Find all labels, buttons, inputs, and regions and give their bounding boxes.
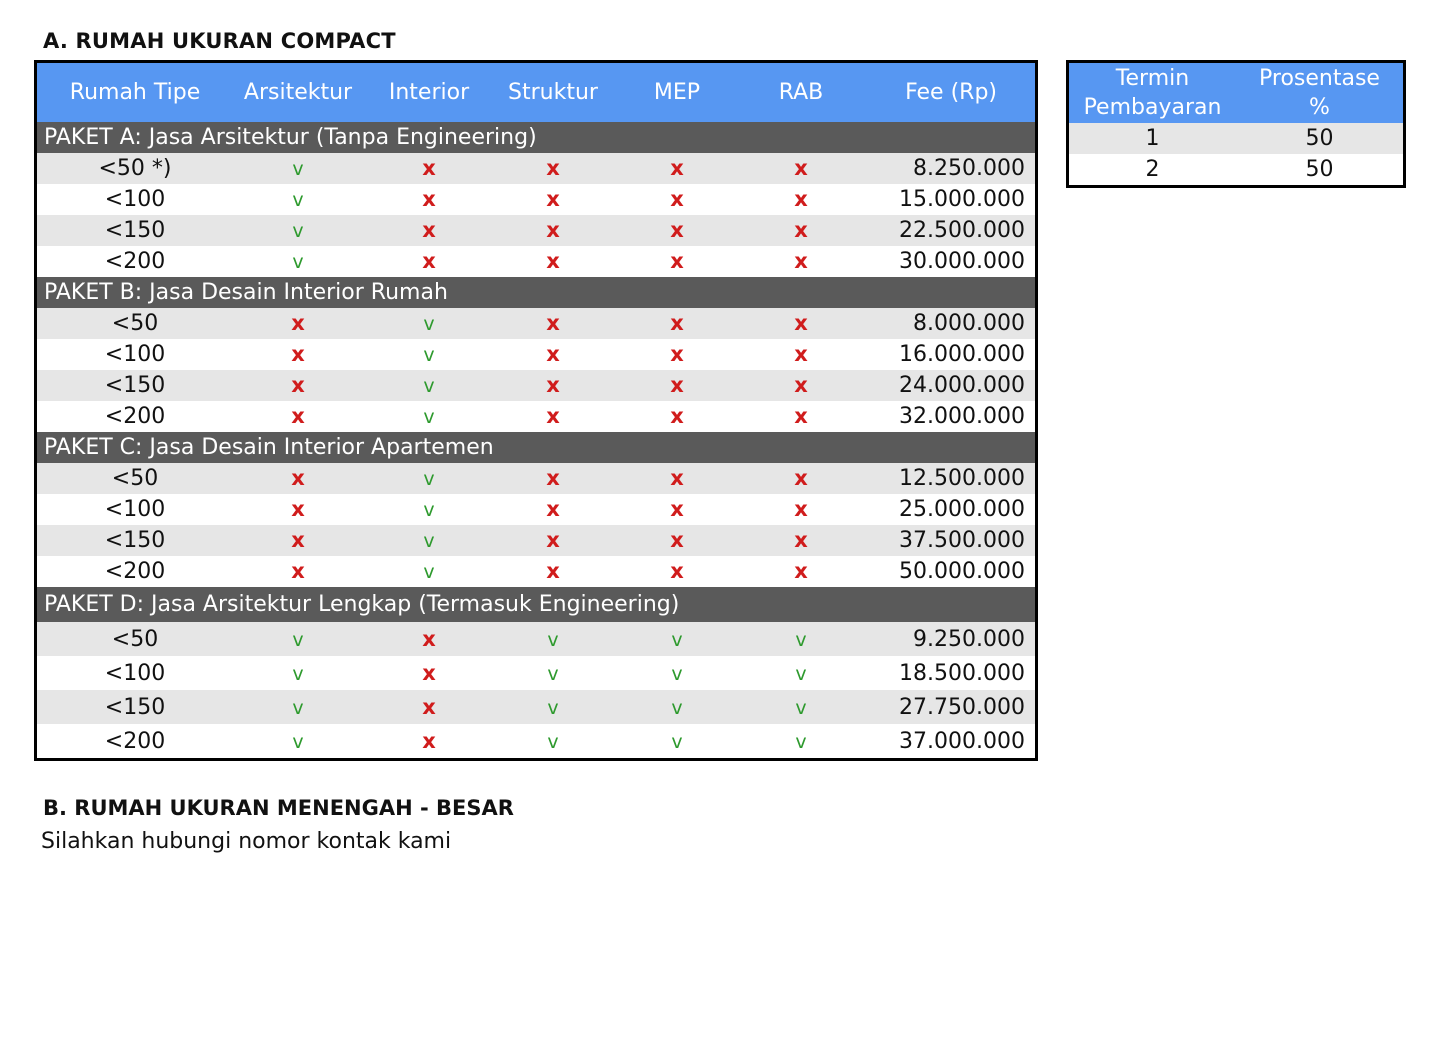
rab-cell [743,525,859,556]
cross-mark-icon: x [794,404,808,428]
mep-cell [611,339,743,370]
arsitektur-cell [233,339,363,370]
cross-mark-icon: x [291,404,305,428]
arsitektur-cell [233,246,363,277]
percentage-cell: 50 [1236,123,1403,154]
fee-cell: 37.500.000 [859,525,1035,556]
payment-terms-table-container [1066,60,1406,188]
cross-mark-icon: x [670,404,684,428]
fee-cell: 15.000.000 [859,184,1035,215]
payment-terms-table [1069,63,1403,185]
check-mark-icon: v [423,468,435,490]
check-mark-icon: v [292,662,304,685]
column-header-fee: Fee (Rp) [859,63,1035,122]
fee-cell: 9.250.000 [859,622,1035,656]
interior-cell [363,370,495,401]
arsitektur-cell [233,401,363,432]
cross-mark-icon: x [291,466,305,490]
cross-mark-icon: x [670,156,684,180]
rab-cell [743,246,859,277]
check-mark-icon: v [292,696,304,719]
package-title: PAKET A: Jasa Arsitektur (Tanpa Engineering) [37,122,1035,153]
mep-cell [611,215,743,246]
table-row [37,401,1035,432]
arsitektur-cell [233,463,363,494]
rab-cell [743,153,859,184]
package-header-row [37,587,1035,622]
interior-cell [363,339,495,370]
rab-cell [743,401,859,432]
mep-cell [611,494,743,525]
arsitektur-cell [233,153,363,184]
package-header-row [37,277,1035,308]
mep-cell [611,656,743,690]
mep-cell [611,724,743,758]
mep-cell [611,153,743,184]
check-mark-icon: v [795,696,807,719]
column-header-rumah-tipe: Rumah Tipe [37,63,233,122]
check-mark-icon: v [423,313,435,335]
house-type-cell: <200 [37,401,233,432]
arsitektur-cell [233,215,363,246]
rab-cell [743,494,859,525]
table-row [37,656,1035,690]
cross-mark-icon: x [794,559,808,583]
mep-cell [611,370,743,401]
cross-mark-icon: x [546,404,560,428]
prosentase-header-line1: Prosentase [1259,66,1380,91]
mep-cell [611,525,743,556]
check-mark-icon: v [292,628,304,651]
termin-cell: 2 [1069,154,1236,185]
house-type-cell: <200 [37,246,233,277]
cross-mark-icon: x [670,218,684,242]
column-header-rab: RAB [743,63,859,122]
cross-mark-icon: x [670,497,684,521]
arsitektur-cell [233,622,363,656]
column-header-interior: Interior [363,63,495,122]
check-mark-icon: v [292,220,304,242]
payment-terms-header-row [1069,63,1403,123]
cross-mark-icon: x [670,249,684,273]
table-row [37,153,1035,184]
arsitektur-cell [233,556,363,587]
pricing-table-container [34,60,1038,761]
mep-cell [611,308,743,339]
table-row [37,246,1035,277]
pricing-table-body [37,122,1035,758]
struktur-cell [495,494,611,525]
house-type-cell: <100 [37,339,233,370]
package-title: PAKET C: Jasa Desain Interior Apartemen [37,432,1035,463]
cross-mark-icon: x [546,466,560,490]
rab-cell [743,556,859,587]
interior-cell [363,622,495,656]
fee-cell: 27.750.000 [859,690,1035,724]
payment-terms-row [1069,123,1403,154]
arsitektur-cell [233,184,363,215]
interior-cell [363,690,495,724]
cross-mark-icon: x [291,497,305,521]
check-mark-icon: v [795,730,807,753]
check-mark-icon: v [423,530,435,552]
struktur-cell [495,246,611,277]
table-row [37,556,1035,587]
interior-cell [363,246,495,277]
check-mark-icon: v [795,662,807,685]
cross-mark-icon: x [670,466,684,490]
check-mark-icon: v [547,696,559,719]
cross-mark-icon: x [291,559,305,583]
fee-cell: 25.000.000 [859,494,1035,525]
cross-mark-icon: x [546,559,560,583]
interior-cell [363,724,495,758]
house-type-cell: <150 [37,370,233,401]
table-row [37,463,1035,494]
struktur-cell [495,463,611,494]
rab-cell [743,215,859,246]
cross-mark-icon: x [422,626,436,651]
check-mark-icon: v [423,499,435,521]
rab-cell [743,463,859,494]
check-mark-icon: v [292,730,304,753]
column-header-prosentase [1236,63,1403,123]
column-header-struktur: Struktur [495,63,611,122]
rab-cell [743,339,859,370]
package-header-row [37,432,1035,463]
cross-mark-icon: x [794,156,808,180]
interior-cell [363,215,495,246]
rab-cell [743,656,859,690]
fee-cell: 50.000.000 [859,556,1035,587]
mep-cell [611,622,743,656]
percentage-cell: 50 [1236,154,1403,185]
struktur-cell [495,556,611,587]
struktur-cell [495,656,611,690]
house-type-cell: <50 *) [37,153,233,184]
mep-cell [611,184,743,215]
table-row [37,370,1035,401]
rab-cell [743,690,859,724]
column-header-mep: MEP [611,63,743,122]
cross-mark-icon: x [422,660,436,685]
cross-mark-icon: x [546,497,560,521]
package-title: PAKET B: Jasa Desain Interior Rumah [37,277,1035,308]
check-mark-icon: v [292,158,304,180]
cross-mark-icon: x [546,187,560,211]
cross-mark-icon: x [291,342,305,366]
section-a-title: A. RUMAH UKURAN COMPACT [43,29,396,53]
cross-mark-icon: x [794,373,808,397]
cross-mark-icon: x [546,156,560,180]
struktur-cell [495,308,611,339]
check-mark-icon: v [423,375,435,397]
mep-cell [611,463,743,494]
cross-mark-icon: x [422,187,436,211]
house-type-cell: <50 [37,463,233,494]
fee-cell: 18.500.000 [859,656,1035,690]
interior-cell [363,494,495,525]
struktur-cell [495,622,611,656]
check-mark-icon: v [671,662,683,685]
cross-mark-icon: x [291,528,305,552]
table-row [37,525,1035,556]
cross-mark-icon: x [670,311,684,335]
cross-mark-icon: x [546,311,560,335]
arsitektur-cell [233,370,363,401]
fee-cell: 8.250.000 [859,153,1035,184]
check-mark-icon: v [423,561,435,583]
termin-cell: 1 [1069,123,1236,154]
cross-mark-icon: x [794,187,808,211]
cross-mark-icon: x [422,156,436,180]
table-row [37,339,1035,370]
cross-mark-icon: x [422,218,436,242]
cross-mark-icon: x [794,497,808,521]
check-mark-icon: v [547,730,559,753]
arsitektur-cell [233,525,363,556]
table-row [37,308,1035,339]
house-type-cell: <100 [37,656,233,690]
cross-mark-icon: x [794,311,808,335]
package-header-row [37,122,1035,153]
house-type-cell: <200 [37,556,233,587]
fee-cell: 32.000.000 [859,401,1035,432]
cross-mark-icon: x [291,373,305,397]
interior-cell [363,153,495,184]
mep-cell [611,690,743,724]
check-mark-icon: v [547,662,559,685]
arsitektur-cell [233,656,363,690]
interior-cell [363,656,495,690]
struktur-cell [495,401,611,432]
rab-cell [743,370,859,401]
struktur-cell [495,339,611,370]
cross-mark-icon: x [670,559,684,583]
fee-cell: 30.000.000 [859,246,1035,277]
table-row [37,724,1035,758]
termin-header-line1: Termin [1115,66,1190,91]
rab-cell [743,622,859,656]
section-b-title: B. RUMAH UKURAN MENENGAH - BESAR [43,796,514,820]
struktur-cell [495,370,611,401]
cross-mark-icon: x [794,528,808,552]
arsitektur-cell [233,308,363,339]
cross-mark-icon: x [794,466,808,490]
house-type-cell: <150 [37,525,233,556]
fee-cell: 22.500.000 [859,215,1035,246]
table-row [37,690,1035,724]
house-type-cell: <100 [37,184,233,215]
check-mark-icon: v [423,344,435,366]
column-header-termin [1069,63,1236,123]
house-type-cell: <50 [37,622,233,656]
struktur-cell [495,215,611,246]
rab-cell [743,308,859,339]
arsitektur-cell [233,494,363,525]
table-row [37,184,1035,215]
struktur-cell [495,724,611,758]
pricing-table-header-row [37,63,1035,122]
cross-mark-icon: x [794,218,808,242]
rab-cell [743,184,859,215]
cross-mark-icon: x [291,311,305,335]
mep-cell [611,401,743,432]
package-title: PAKET D: Jasa Arsitektur Lengkap (Termasuk Engineering) [37,587,1035,622]
cross-mark-icon: x [670,342,684,366]
cross-mark-icon: x [546,528,560,552]
cross-mark-icon: x [422,694,436,719]
house-type-cell: <50 [37,308,233,339]
table-row [37,622,1035,656]
interior-cell [363,556,495,587]
cross-mark-icon: x [422,249,436,273]
interior-cell [363,463,495,494]
arsitektur-cell [233,724,363,758]
check-mark-icon: v [795,628,807,651]
interior-cell [363,308,495,339]
arsitektur-cell [233,690,363,724]
interior-cell [363,184,495,215]
fee-cell: 24.000.000 [859,370,1035,401]
mep-cell [611,556,743,587]
payment-terms-row [1069,154,1403,185]
fee-cell: 8.000.000 [859,308,1035,339]
check-mark-icon: v [547,628,559,651]
cross-mark-icon: x [422,728,436,753]
struktur-cell [495,525,611,556]
cross-mark-icon: x [794,249,808,273]
table-row [37,494,1035,525]
column-header-arsitektur: Arsitektur [233,63,363,122]
struktur-cell [495,153,611,184]
cross-mark-icon: x [794,342,808,366]
struktur-cell [495,690,611,724]
interior-cell [363,401,495,432]
fee-cell: 12.500.000 [859,463,1035,494]
check-mark-icon: v [671,696,683,719]
check-mark-icon: v [292,251,304,273]
struktur-cell [495,184,611,215]
cross-mark-icon: x [546,342,560,366]
cross-mark-icon: x [670,373,684,397]
check-mark-icon: v [423,406,435,428]
fee-cell: 16.000.000 [859,339,1035,370]
fee-cell: 37.000.000 [859,724,1035,758]
check-mark-icon: v [671,628,683,651]
house-type-cell: <100 [37,494,233,525]
check-mark-icon: v [671,730,683,753]
rab-cell [743,724,859,758]
house-type-cell: <150 [37,690,233,724]
house-type-cell: <150 [37,215,233,246]
interior-cell [363,525,495,556]
house-type-cell: <200 [37,724,233,758]
cross-mark-icon: x [546,218,560,242]
prosentase-header-line2: % [1309,95,1330,120]
check-mark-icon: v [292,189,304,211]
termin-header-line2: Pembayaran [1083,95,1222,120]
cross-mark-icon: x [670,528,684,552]
pricing-table [37,63,1035,758]
mep-cell [611,246,743,277]
cross-mark-icon: x [546,249,560,273]
section-b-contact-text: Silahkan hubungi nomor kontak kami [41,829,452,854]
cross-mark-icon: x [670,187,684,211]
cross-mark-icon: x [546,373,560,397]
table-row [37,215,1035,246]
